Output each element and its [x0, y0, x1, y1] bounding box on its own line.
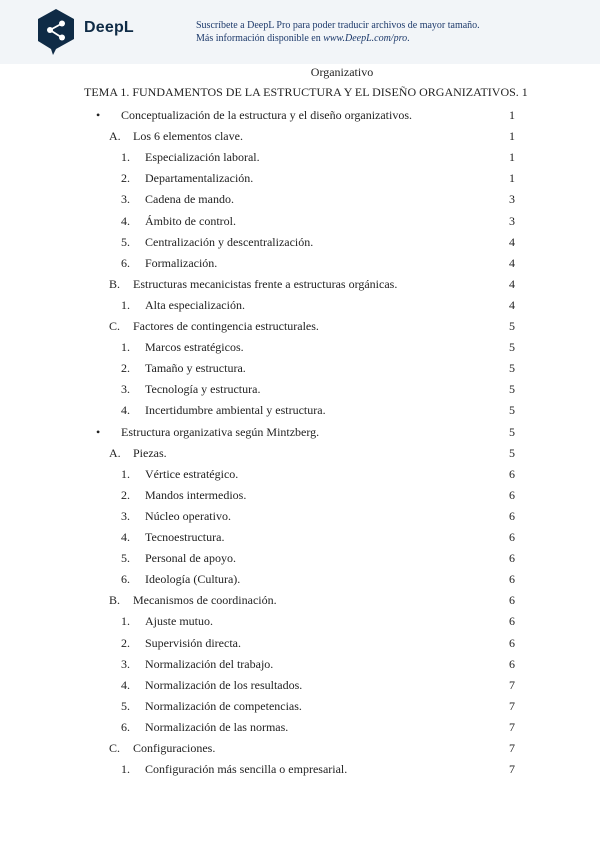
toc-entry[interactable] — [96, 424, 515, 440]
promo-line-1: Suscríbete a DeepL Pro para poder traducir archivos de mayor tamaño. — [196, 20, 480, 31]
toc-entry-page-number: 5 — [509, 319, 515, 333]
toc-entry-marker: 6. — [121, 572, 130, 586]
toc-entry-page-number: 6 — [509, 551, 515, 565]
toc-entry[interactable] — [121, 170, 515, 186]
toc-entry-text: Núcleo operativo. — [145, 509, 231, 523]
toc-entry-page-number: 3 — [509, 214, 515, 228]
toc-entry-marker: 2. — [121, 361, 130, 375]
toc-entry[interactable] — [121, 149, 515, 165]
toc-entry-marker: C. — [109, 319, 121, 333]
toc-entry-page-number: 7 — [509, 741, 515, 755]
toc-entry-page-number: 4 — [509, 235, 515, 249]
toc-entry[interactable] — [121, 297, 515, 313]
toc-entry-text: Personal de apoyo. — [145, 551, 236, 565]
toc-entry-marker: 3. — [121, 509, 130, 523]
toc-entry-page-number: 6 — [509, 572, 515, 586]
toc-entry-marker: 5. — [121, 699, 130, 713]
toc-entry[interactable] — [96, 107, 515, 123]
toc-entry-page-number: 6 — [509, 657, 515, 671]
toc-entry-page-number: 1 — [509, 108, 515, 122]
toc-entry-page-number: 1 — [509, 150, 515, 164]
toc-entry-text: Configuraciones. — [133, 741, 216, 755]
toc-entry[interactable] — [121, 234, 515, 250]
toc-entry-marker: 1. — [121, 150, 130, 164]
toc-entry-marker: 4. — [121, 214, 130, 228]
document-title: Organizativo — [310, 65, 374, 79]
promo-text — [196, 19, 480, 45]
toc-entry-page-number: 4 — [509, 298, 515, 312]
toc-entry-marker: 3. — [121, 192, 130, 206]
toc-title: TEMA 1. FUNDAMENTOS DE LA ESTRUCTURA Y EL DISEÑO ORGANIZATIVOS. 1 — [84, 85, 528, 99]
toc-entry[interactable] — [109, 445, 515, 461]
toc-entry-page-number: 7 — [509, 678, 515, 692]
toc-entry-page-number: 7 — [509, 720, 515, 734]
toc-entry-marker: 1. — [121, 467, 130, 481]
toc-entry-text: Los 6 elementos clave. — [133, 129, 243, 143]
toc-entry-page-number: 4 — [509, 256, 515, 270]
toc-entry-marker: 2. — [121, 171, 130, 185]
toc-entry[interactable] — [121, 761, 515, 777]
promo-line-2 — [196, 32, 480, 45]
toc-entry[interactable] — [121, 339, 515, 355]
toc-entry-marker: A. — [109, 446, 121, 460]
toc-entry[interactable] — [121, 255, 515, 271]
toc-entry[interactable] — [121, 508, 515, 524]
toc-entry-page-number: 5 — [509, 403, 515, 417]
toc-entry-text: Tamaño y estructura. — [145, 361, 246, 375]
toc-entry-text: Piezas. — [133, 446, 167, 460]
toc-entry-text: Vértice estratégico. — [145, 467, 239, 481]
toc-entry-marker: B. — [109, 593, 121, 607]
toc-entry-page-number: 6 — [509, 530, 515, 544]
toc-entry[interactable] — [121, 571, 515, 587]
toc-entry[interactable] — [121, 635, 515, 651]
toc-entry-marker: • — [96, 108, 101, 122]
toc-entry-text: Mandos intermedios. — [145, 488, 247, 502]
toc-entry-text: Ámbito de control. — [145, 214, 236, 228]
toc-entry-text: Factores de contingencia estructurales. — [133, 319, 319, 333]
toc-entry-text: Especialización laboral. — [145, 150, 260, 164]
toc-entry-page-number: 1 — [509, 171, 515, 185]
toc-entry-marker: 6. — [121, 720, 130, 734]
toc-entry[interactable] — [121, 191, 515, 207]
toc-entry[interactable] — [121, 213, 515, 229]
toc-entry-text: Formalización. — [145, 256, 218, 270]
toc-entry-marker: 5. — [121, 235, 130, 249]
toc-entry[interactable] — [121, 613, 515, 629]
toc-entry-marker: 4. — [121, 403, 130, 417]
toc-entry[interactable] — [121, 466, 515, 482]
toc-entry-text: Incertidumbre ambiental y estructura. — [145, 403, 326, 417]
promo-line-2-prefix: Más información disponible en — [196, 33, 324, 44]
toc-entry[interactable] — [121, 719, 515, 735]
toc-entry-text: Tecnoestructura. — [145, 530, 225, 544]
toc-entry-marker: 5. — [121, 551, 130, 565]
toc-entry-page-number: 6 — [509, 509, 515, 523]
toc-entry[interactable] — [109, 740, 515, 756]
toc-entry-text: Normalización de los resultados. — [145, 678, 303, 692]
promo-line-2-suffix: . — [407, 33, 410, 44]
toc-entry-text: Supervisión directa. — [145, 636, 241, 650]
toc-entry[interactable] — [109, 592, 515, 608]
toc-entry-marker: 1. — [121, 614, 130, 628]
toc-entry-text: Alta especialización. — [145, 298, 245, 312]
toc-entry-text: Normalización de las normas. — [145, 720, 289, 734]
toc-entry-text: Ajuste mutuo. — [145, 614, 213, 628]
toc-entry[interactable] — [121, 487, 515, 503]
toc-entry[interactable] — [121, 402, 515, 418]
toc-entry-page-number: 5 — [509, 425, 515, 439]
toc-entry-marker: 1. — [121, 762, 130, 776]
toc-entry-marker: 3. — [121, 657, 130, 671]
toc-entry-page-number: 6 — [509, 593, 515, 607]
toc-entry[interactable] — [109, 128, 515, 144]
toc-entry-text: Departamentalización. — [145, 171, 254, 185]
toc-entry-page-number: 6 — [509, 488, 515, 502]
toc-entry-marker: 4. — [121, 678, 130, 692]
toc-entry-text: Tecnología y estructura. — [145, 382, 261, 396]
toc-entry[interactable] — [121, 656, 515, 672]
toc-entry-marker: 6. — [121, 256, 130, 270]
toc-entry-page-number: 5 — [509, 446, 515, 460]
toc-entry-text: Normalización de competencias. — [145, 699, 302, 713]
deepl-logo-icon[interactable] — [36, 8, 76, 56]
toc-entry[interactable] — [109, 318, 515, 334]
toc-entry-marker: 2. — [121, 636, 130, 650]
toc-entry[interactable] — [121, 550, 515, 566]
toc-entry-text: Conceptualización de la estructura y el diseño organizativos. — [121, 108, 413, 122]
toc-entry-page-number: 4 — [509, 277, 515, 291]
toc-entry-marker: 1. — [121, 298, 130, 312]
toc-entry-page-number: 7 — [509, 699, 515, 713]
toc-entry-page-number: 5 — [509, 382, 515, 396]
toc-entry-text: Estructuras mecanicistas frente a estructuras orgánicas. — [133, 277, 398, 291]
toc-entry-text: Cadena de mando. — [145, 192, 234, 206]
toc-entry-marker: 4. — [121, 530, 130, 544]
toc-entry-marker: C. — [109, 741, 121, 755]
toc-entry-text: Normalización del trabajo. — [145, 657, 274, 671]
toc-entry-page-number: 1 — [509, 129, 515, 143]
toc-entry-marker: B. — [109, 277, 121, 291]
deepl-logo-text[interactable]: DeepL — [84, 19, 134, 36]
toc-entry-text: Centralización y descentralización. — [145, 235, 314, 249]
toc-entry-text: Estructura organizativa según Mintzberg. — [121, 425, 320, 439]
toc-entry-page-number: 6 — [509, 636, 515, 650]
toc-entry[interactable] — [121, 677, 515, 693]
toc-entry-page-number: 6 — [509, 467, 515, 481]
toc-entry-page-number: 6 — [509, 614, 515, 628]
deepl-promo-banner — [0, 0, 600, 64]
toc-entry-page-number: 7 — [509, 762, 515, 776]
toc-entry[interactable] — [109, 276, 515, 292]
deepl-pro-link[interactable]: www.DeepL.com/pro — [323, 33, 408, 44]
toc-entry-marker: 1. — [121, 340, 130, 354]
toc-entry-page-number: 5 — [509, 340, 515, 354]
toc-entry-marker: A. — [109, 129, 121, 143]
toc-entry[interactable] — [121, 381, 515, 397]
toc-entry-page-number: 5 — [509, 361, 515, 375]
toc-entry-marker: • — [96, 425, 101, 439]
toc-entry-marker: 3. — [121, 382, 130, 396]
toc-entry-text: Configuración más sencilla o empresarial. — [145, 762, 348, 776]
toc-entry[interactable] — [121, 360, 515, 376]
toc-entry-marker: 2. — [121, 488, 130, 502]
toc-entry-text: Mecanismos de coordinación. — [133, 593, 277, 607]
toc-entry-text: Ideología (Cultura). — [145, 572, 241, 586]
toc-entry-page-number: 3 — [509, 192, 515, 206]
toc-entry-text: Marcos estratégicos. — [145, 340, 244, 354]
toc-entry[interactable] — [121, 529, 515, 545]
toc-entry[interactable] — [121, 698, 515, 714]
